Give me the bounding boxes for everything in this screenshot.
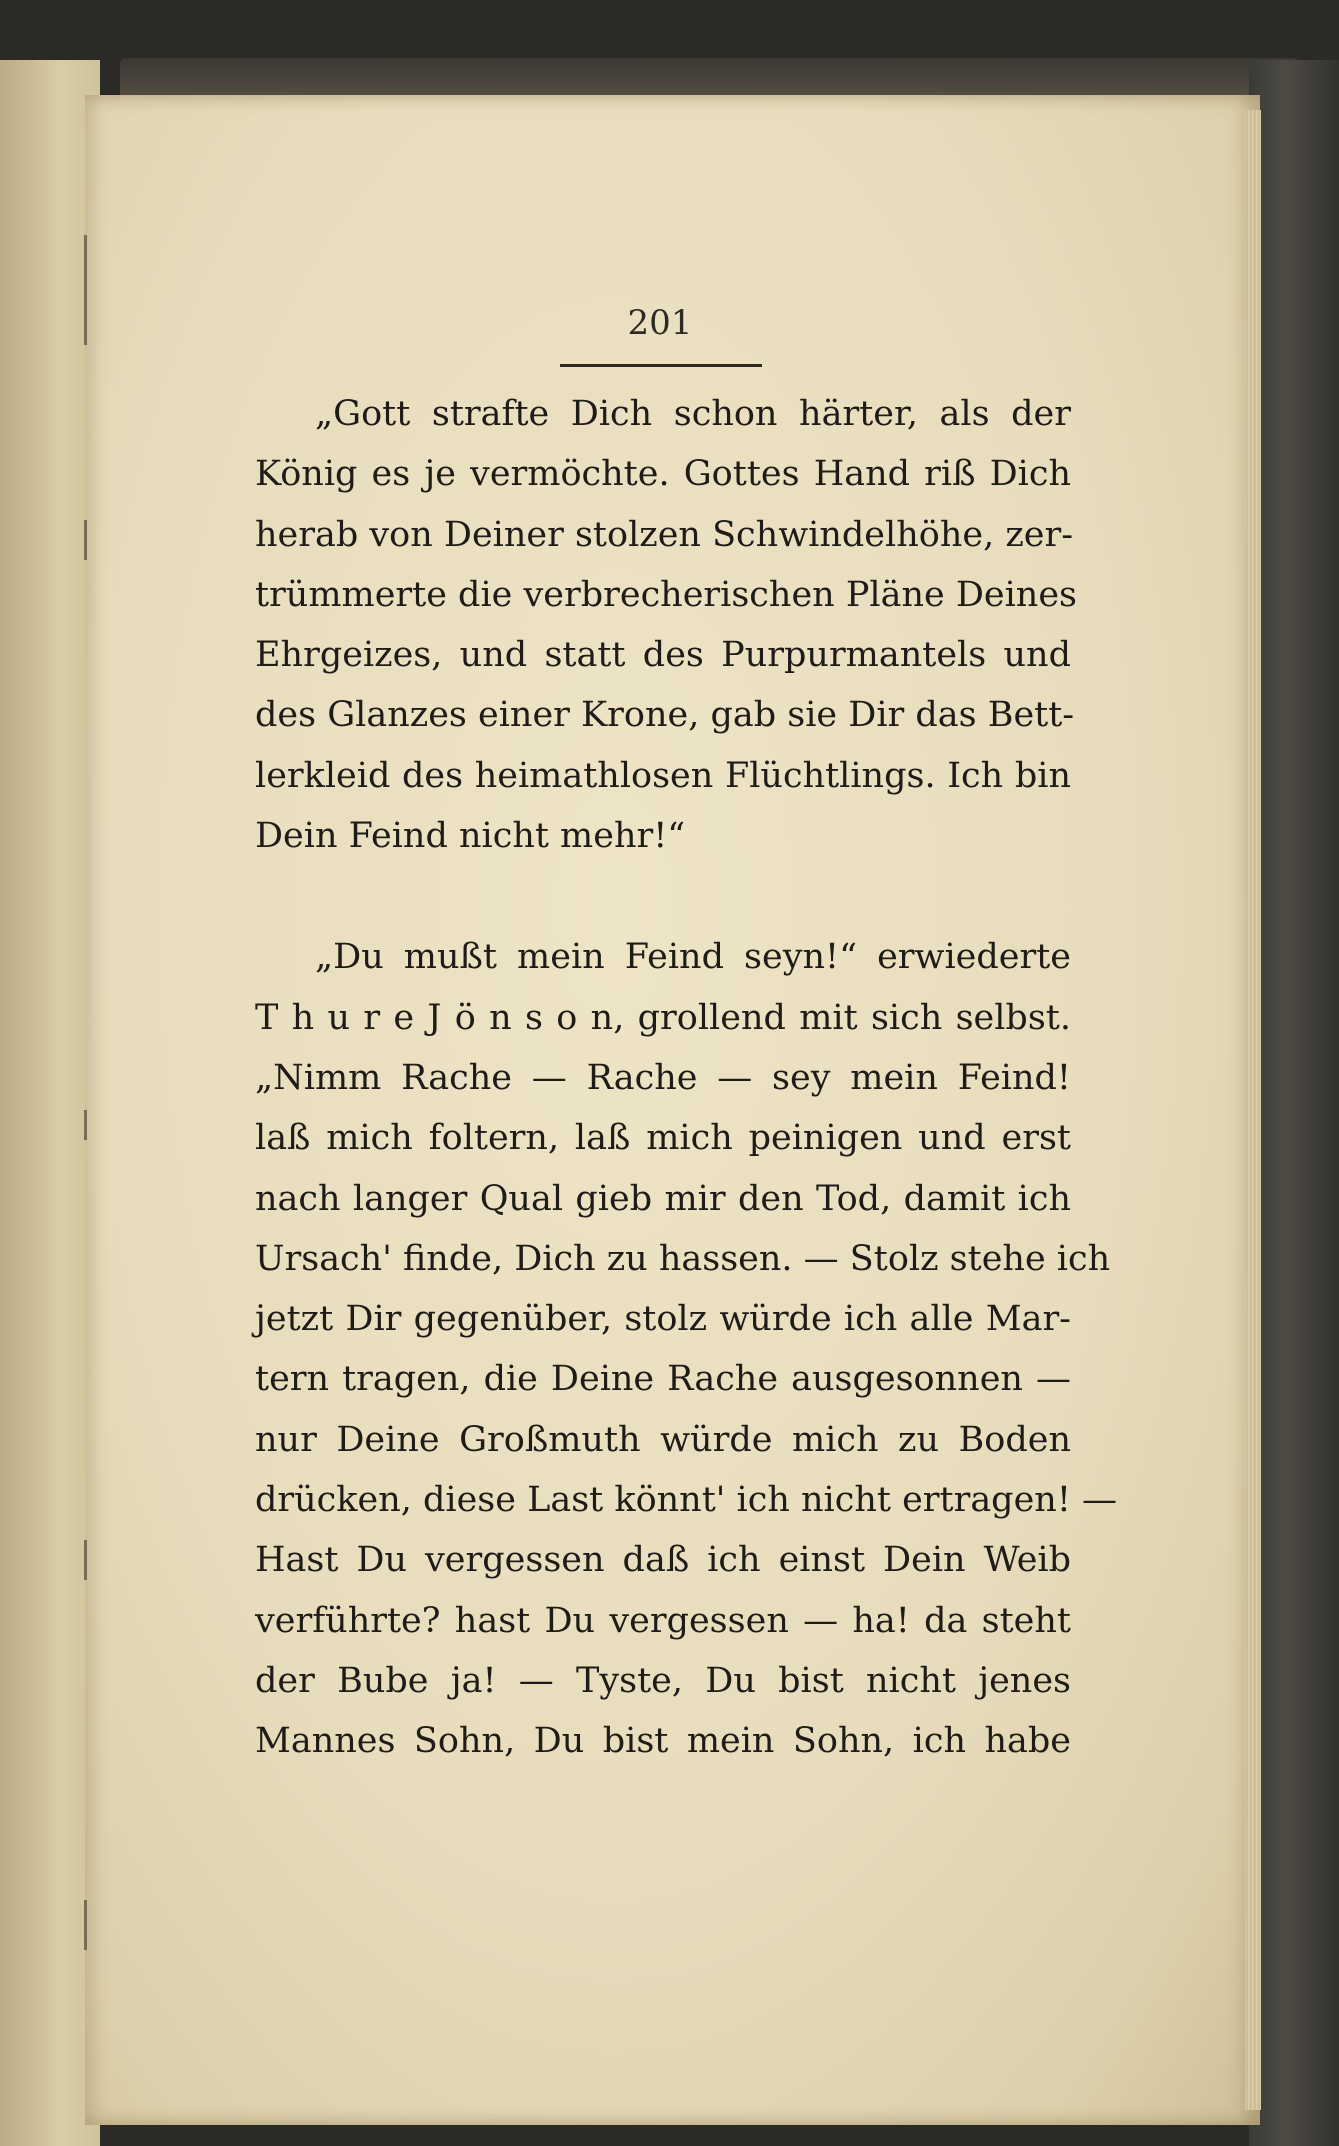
text-line: nur Deine Großmuth würde mich zu Boden xyxy=(255,1419,1071,1460)
text-line: Ehrgeizes, und statt des Purpurmantels und xyxy=(255,635,1071,676)
book-cover-right xyxy=(1249,60,1339,2146)
text-line: laß mich foltern, laß mich peinigen und erst xyxy=(255,1118,1071,1159)
text-line: „Nimm Rache — Rache — sey mein Feind! xyxy=(255,1057,1071,1098)
text-line: Hast Du vergessen daß ich einst Dein Weib xyxy=(255,1540,1071,1581)
text-line: Ursach' finde, Dich zu hassen. — Stolz stehe ich xyxy=(255,1238,1111,1279)
page-stack-edge xyxy=(1245,110,1261,2110)
text-line: T h u r e J ö n s o n, grollend mit sich selbst. xyxy=(255,997,1071,1038)
margin-mark xyxy=(84,520,87,560)
text-line: Dein Feind nicht mehr!“ xyxy=(255,816,686,857)
margin-mark xyxy=(84,1900,87,1950)
text-line: der Bube ja! — Tyste, Du bist nicht jenes xyxy=(255,1660,1071,1701)
text-line: „Du mußt mein Feind seyn!“ erwiederte xyxy=(315,937,1071,978)
paragraph xyxy=(255,384,1078,866)
body-text xyxy=(255,384,1118,1772)
text-line: verführte? hast Du vergessen — ha! da steht xyxy=(255,1600,1071,1641)
page-number: 201 xyxy=(627,303,693,343)
text-line: lerkleid des heimathlosen Flüchtlings. Ich bin xyxy=(255,755,1071,796)
text-line: Mannes Sohn, Du bist mein Sohn, ich habe xyxy=(255,1721,1071,1762)
text-line: nach langer Qual gieb mir den Tod, damit ich xyxy=(255,1178,1071,1219)
text-line: trümmerte die verbrecherischen Pläne Deines xyxy=(255,574,1078,615)
text-line: König es je vermöchte. Gottes Hand riß Dich xyxy=(255,454,1071,495)
margin-mark xyxy=(84,1540,87,1580)
text-line: drücken, diese Last könnt' ich nicht ertragen! — xyxy=(255,1480,1118,1521)
text-line: „Gott strafte Dich schon härter, als der xyxy=(315,394,1071,434)
header-rule xyxy=(560,364,762,367)
text-line: des Glanzes einer Krone, gab sie Dir das Bett- xyxy=(255,695,1075,736)
margin-mark xyxy=(84,1110,87,1140)
paragraph xyxy=(255,927,1118,1771)
margin-mark xyxy=(84,235,87,345)
text-line: herab von Deiner stolzen Schwindelhöhe, zer- xyxy=(255,514,1074,555)
text-line: tern tragen, die Deine Rache ausgesonnen — xyxy=(255,1359,1071,1400)
text-line: jetzt Dir gegenüber, stolz würde ich alle Mar- xyxy=(255,1299,1071,1340)
